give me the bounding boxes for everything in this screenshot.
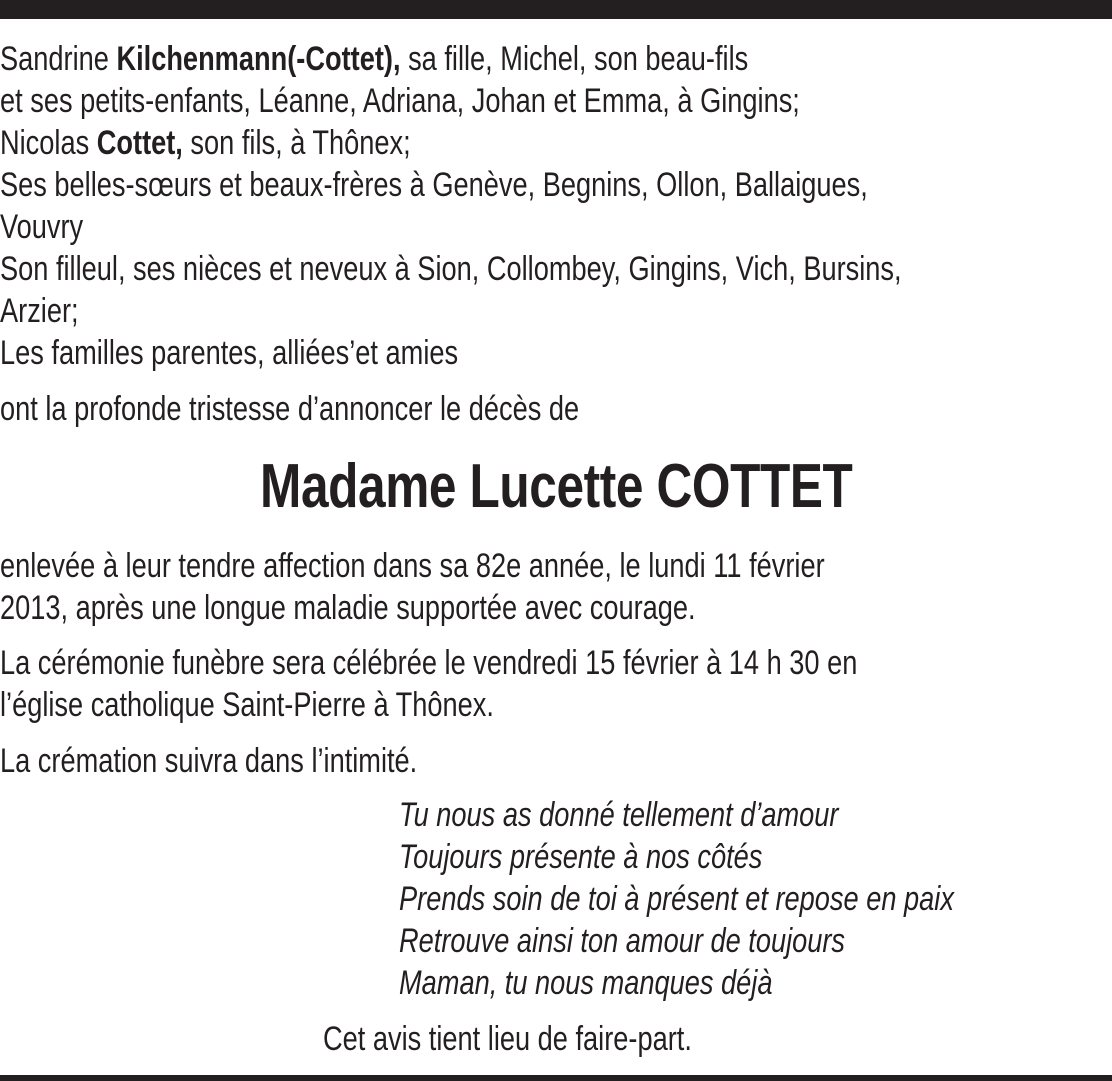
deceased-name: Madame Lucette COTTET	[259, 452, 853, 521]
poem-line-2: Toujours présente à nos côtés	[399, 838, 763, 876]
death-paragraph-line-2: 2013, après une longue maladie supportée avec courage.	[0, 589, 696, 627]
cremation-text: La crémation suivra dans l’intimité.	[0, 742, 418, 780]
poem-block	[399, 794, 954, 1004]
family-line-3	[0, 122, 411, 164]
family-surname-bold: Cottet,	[96, 124, 183, 162]
poem-line-4: Retrouve ainsi ton amour de toujours	[399, 922, 846, 960]
family-line-6	[0, 248, 902, 290]
family-text: Ses belles-sœurs et beaux-frères à Genève, Begnins, Ollon, Ballaigues,	[0, 166, 868, 204]
family-line-5	[0, 206, 83, 248]
family-text: Son filleul, ses nièces et neveux à Sion, Collombey, Gingins, Vich, Bursins,	[0, 250, 902, 288]
poem-line-1: Tu nous as donné tellement d’amour	[399, 796, 839, 834]
footer-note: Cet avis tient lieu de faire-part.	[323, 1020, 692, 1058]
family-line-4	[0, 164, 868, 206]
family-text: Nicolas	[0, 124, 97, 162]
bottom-border-bar	[0, 1075, 1112, 1081]
family-text: Les familles parentes, alliées’et amies	[0, 334, 459, 372]
family-text: Sandrine	[0, 40, 117, 78]
family-line-7	[0, 290, 79, 332]
family-text: et ses petits-enfants, Léanne, Adriana, Johan et Emma, à Gingins;	[0, 82, 800, 120]
top-border-bar	[0, 0, 1112, 19]
family-line-2	[0, 80, 800, 122]
family-text: sa fille, Michel, son beau-fils	[400, 40, 749, 78]
family-text: son fils, à Thônex;	[182, 124, 411, 162]
ceremony-paragraph-line-1: La cérémonie funèbre sera célébrée le vendredi 15 février à 14 h 30 en	[0, 644, 858, 682]
announcement-text: ont la profonde tristesse d’annoncer le décès de	[0, 390, 580, 428]
deceased-name-heading	[0, 447, 1112, 527]
family-line-8	[0, 332, 458, 374]
family-line-1	[0, 38, 748, 80]
poem-line-3: Prends soin de toi à présent et repose en paix	[399, 880, 954, 918]
family-text: Arzier;	[0, 292, 79, 330]
family-surname-bold: Kilchenmann(-Cottet),	[116, 40, 401, 78]
poem-line-5: Maman, tu nous manques déjà	[399, 964, 773, 1002]
ceremony-paragraph-line-2: l’église catholique Saint-Pierre à Thônex.	[0, 686, 494, 724]
family-text: Vouvry	[0, 208, 84, 246]
death-paragraph-line-1: enlevée à leur tendre affection dans sa 82e année, le lundi 11 février	[0, 547, 825, 585]
